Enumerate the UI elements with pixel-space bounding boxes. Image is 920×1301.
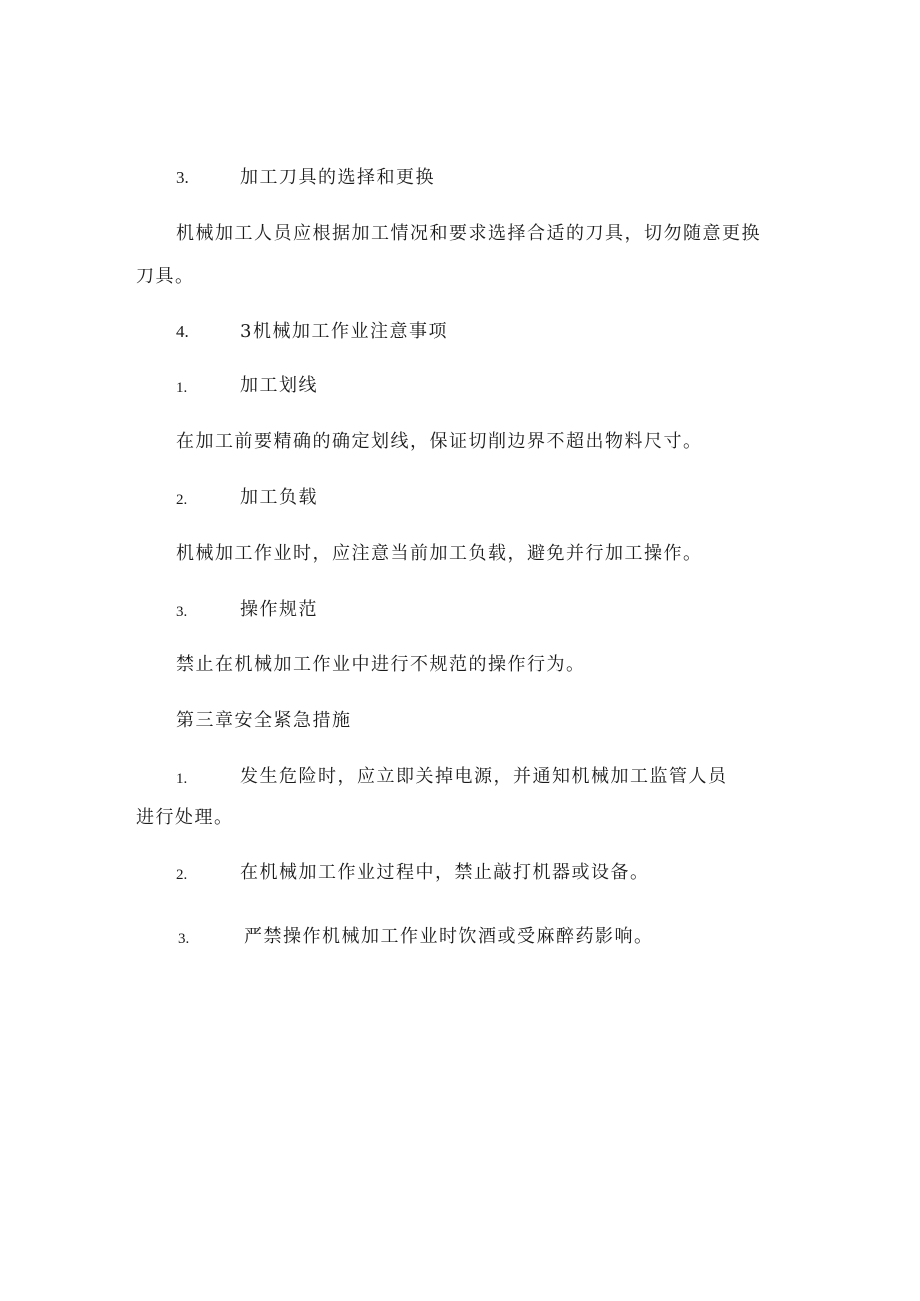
chapter3-item2-line1: 在机械加工作业过程中，禁止敲打机器或设备。 <box>240 862 650 883</box>
item-spec-title: 操作规范 <box>240 599 318 620</box>
chapter3-item1-line1: 发生危险时，应立即关掉电源，并通知机械加工监管人员 <box>240 766 728 787</box>
item-spec-body: 禁止在机械加工作业中进行不规范的操作行为。 <box>176 654 586 675</box>
chapter3-item1-line2: 进行处理。 <box>136 807 234 828</box>
item-load-body: 机械加工作业时，应注意当前加工负载，避免并行加工操作。 <box>176 543 703 564</box>
chapter3-item3-line1: 严禁操作机械加工作业时饮酒或受麻醉药影响。 <box>244 926 654 947</box>
item-spec-number: 3. <box>176 604 188 620</box>
chapter3-item1-number: 1. <box>176 771 188 787</box>
chapter3-item2-number: 2. <box>176 867 188 883</box>
section-tool-number: 3. <box>176 168 189 187</box>
section-tool-body-line1: 机械加工人员应根据加工情况和要求选择合适的刀具，切勿随意更换 <box>176 223 761 244</box>
item-marking-number: 1. <box>176 380 188 396</box>
section-tool-body-line2: 刀具。 <box>136 266 195 287</box>
chapter3-item3-number: 3. <box>178 931 190 947</box>
item-load-number: 2. <box>176 492 188 508</box>
section-notes-number: 4. <box>176 322 189 341</box>
item-load-title: 加工负载 <box>240 487 318 508</box>
section-notes-title: 3机械加工作业注意事项 <box>240 321 448 342</box>
chapter3-title: 第三章安全紧急措施 <box>176 710 352 731</box>
item-marking-title: 加工划线 <box>240 375 318 396</box>
item-marking-body: 在加工前要精确的确定划线，保证切削边界不超出物料尺寸。 <box>176 431 703 452</box>
section-tool-title: 加工刀具的选择和更换 <box>240 167 435 188</box>
